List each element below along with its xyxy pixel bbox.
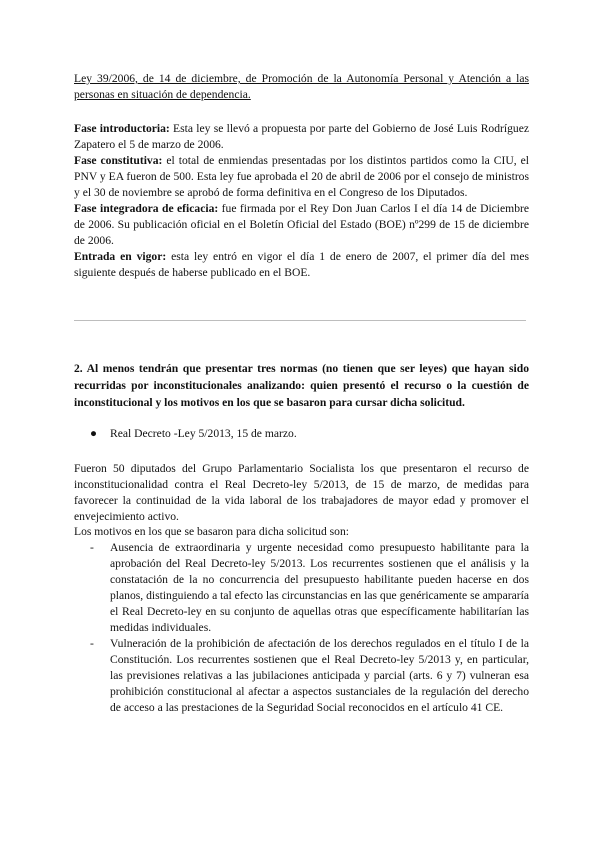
fase-label: Fase introductoria: xyxy=(74,122,170,135)
intro-paragraph: Fueron 50 diputados del Grupo Parlamentario Socialista los que presentaron el recurso de inconstitucionalidad contra el Real Decreto-ley 5/2013, de 15 de marzo, de medidas para favorecer la continuidad de la vida laboral de los trabajadores de mayor edad y promover el envejecimiento activo. xyxy=(74,462,529,523)
bullet-item xyxy=(90,426,510,442)
bullet-text: Real Decreto -Ley 5/2013, 15 de marzo. xyxy=(110,427,297,440)
bullet-icon: ● xyxy=(90,427,98,440)
fases-section xyxy=(74,121,529,281)
fase-constitutiva xyxy=(74,153,529,201)
motivos-label: Los motivos en los que se basaron para dicha solicitud son: xyxy=(74,525,349,538)
horizontal-divider xyxy=(74,320,526,321)
motivo-item xyxy=(90,540,529,636)
fase-introductoria xyxy=(74,121,529,153)
fase-text: esta ley entró en vigor el día 1 de enero de 2007, el primer día del mes siguiente después de haberse publicado en el BOE. xyxy=(74,250,529,279)
fase-text: Esta ley se llevó a propuesta por parte del Gobierno de José Luis Rodríguez Zapatero el 5 de marzo de 2006. xyxy=(74,122,529,151)
fase-integradora xyxy=(74,201,529,249)
fase-label: Entrada en vigor: xyxy=(74,250,167,263)
dash-icon: - xyxy=(90,637,94,650)
law-title: Ley 39/2006, de 14 de diciembre, de Promoción de la Autonomía Personal y Atención a las personas en situación de dependencia. xyxy=(74,72,529,101)
motivo-text: Vulneración de la prohibición de afectación de los derechos regulados en el título I de la Constitución. Los recurrentes sostienen que el Real Decreto-ley 5/2013 y, en particular, las previsiones relativas a las jubilaciones anticipada y parcial (arts. 6 y 7) vulneran esa prohibición constitucional al afectar a aspectos sustanciales de la regulación del derecho de acceso a las prestaciones de la Seguridad Social reconocidos en el artículo 41 CE. xyxy=(110,637,529,714)
fase-text: el total de enmiendas presentadas por los distintos partidos como la CIU, el PNV y EA fueron de 500. Esta ley fue aprobada el 20 de abril de 2006 por el consejo de ministros y el 30 de noviembre se aprobó de forma definitiva en el Congreso de los Diputados. xyxy=(74,154,529,199)
question-heading: 2. Al menos tendrán que presentar tres normas (no tienen que ser leyes) que hayan sido recurridas por inconstitucionales analizando: quien presentó el recurso o la cuestión de inconstitucional y los motivos en los que se basaron para cursar dicha solicitud. xyxy=(74,362,529,409)
fase-label: Fase integradora de eficacia: xyxy=(74,202,219,215)
fase-label: Fase constitutiva: xyxy=(74,154,163,167)
fase-text: fue firmada por el Rey Don Juan Carlos I el día 14 de Diciembre de 2006. Su publicación oficial en el Boletín Oficial del Estado (BOE) nº299 de 15 de diciembre de 2006. xyxy=(74,202,529,247)
motivos-list xyxy=(90,540,529,716)
motivo-text: Ausencia de extraordinaria y urgente necesidad como presupuesto habilitante para la aprobación del Real Decreto-ley 5/2013. Los recurrentes sostienen que el análisis y la constatación de la no concurrencia del presupuesto habilitante pueden hacerse en dos planos, distinguiendo a tal efecto las circunstancias en las que genéricamente se ampararía el Real Decreto-ley en su conjunto de aquellas otras que específicamente habilitarían las medidas individuales. xyxy=(110,541,529,634)
dash-icon: - xyxy=(90,541,94,554)
motivo-item xyxy=(90,636,529,716)
entrada-en-vigor xyxy=(74,249,529,281)
